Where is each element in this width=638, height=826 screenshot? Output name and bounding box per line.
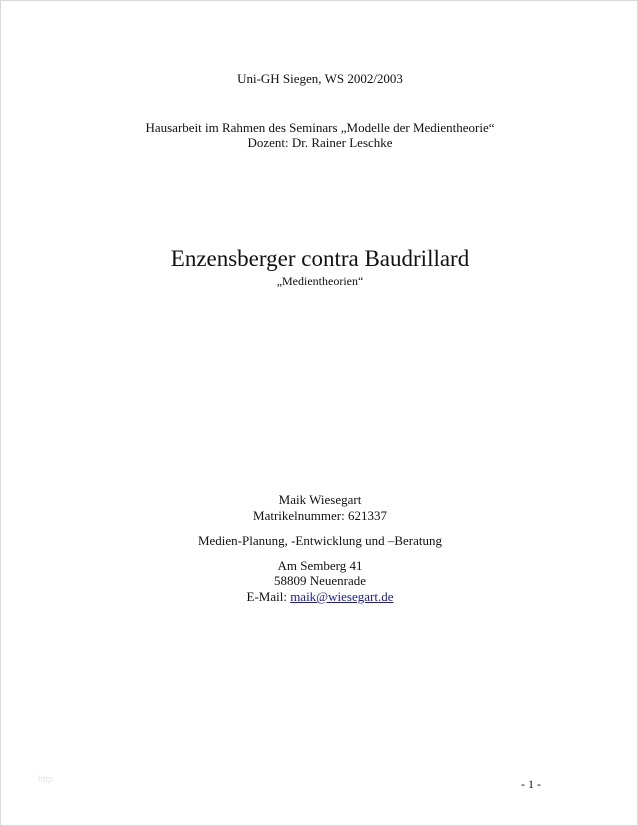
lecturer-line: Dozent: Dr. Rainer Leschke: [247, 135, 393, 150]
document-subtitle: „Medientheorien“: [276, 274, 364, 288]
email-label: E-Mail:: [246, 589, 291, 604]
email-line: [1, 589, 638, 604]
email-link[interactable]: maik@wiesegart.de: [290, 589, 394, 604]
matriculation-number: Matrikelnummer: 621337: [253, 508, 387, 523]
address-city: 58809 Neuenrade: [273, 573, 367, 588]
watermark-text: http: [38, 774, 54, 784]
university-line: Uni-GH Siegen, WS 2002/2003: [237, 71, 403, 86]
address-street: Am Semberg 41: [277, 558, 363, 573]
seminar-line: Hausarbeit im Rahmen des Seminars „Modelle der Medientheorie“: [145, 120, 495, 135]
document-title: Enzensberger contra Baudrillard: [170, 246, 470, 271]
author-name: Maik Wiesegart: [278, 492, 362, 507]
study-program: Medien-Planung, -Entwicklung und –Beratung: [197, 533, 443, 548]
page-number: - 1 -: [521, 777, 541, 791]
